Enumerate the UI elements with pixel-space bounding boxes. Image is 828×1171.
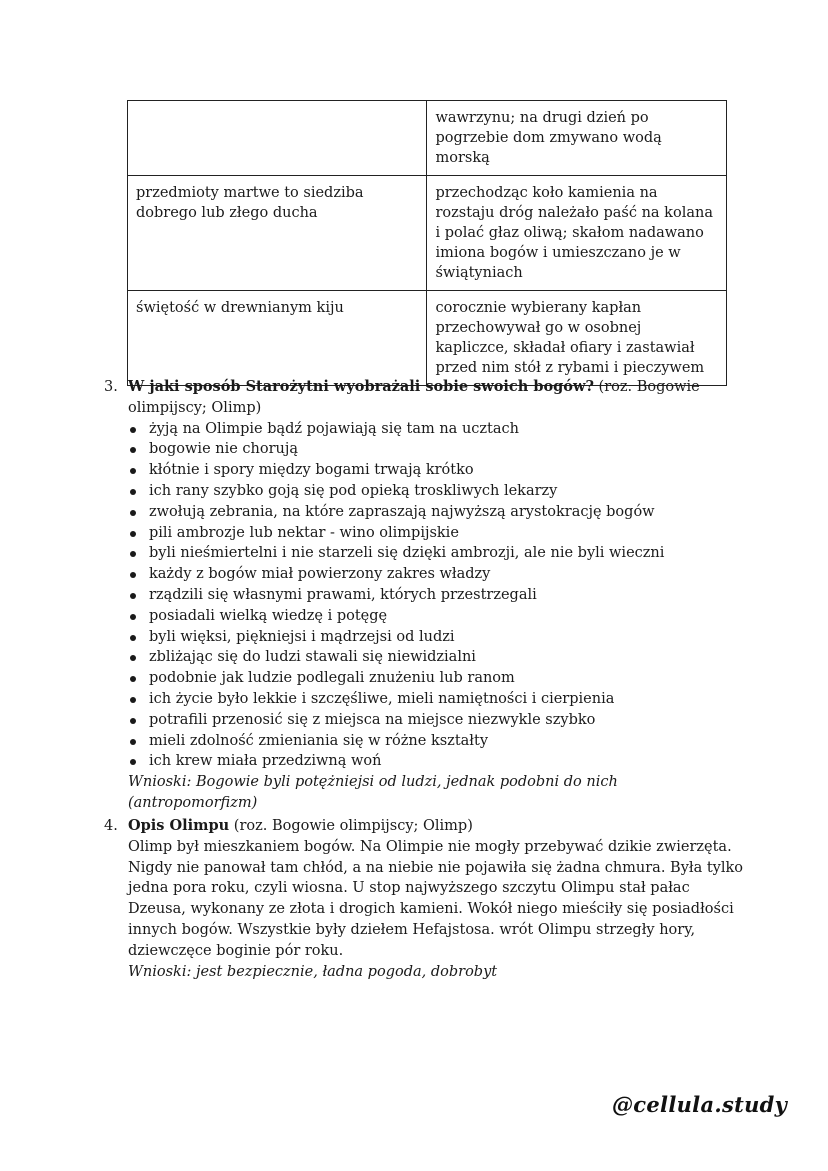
list-item [128,751,744,772]
bullet-icon [130,614,136,620]
list-item-text: posiadali wielką wiedzę i potęgę [149,607,388,624]
list-item [128,585,744,606]
list-item [128,460,744,481]
list-item-text: ich krew miała przedziwną woń [149,753,382,770]
list-item [128,564,744,585]
paragraph: Olimp był mieszkaniem bogów. Na Olimpie nie mogły przebywać dzikie zwierzęta. Nigdy nie panował tam chłód, a na niebie nie pojawiła się żadna chmura. Była tylko jedna pora roku, czyli wiosna. U stop najwyższego szczytu Olimpu stał pałac Dzeusa, wykonany ze złota i drogich kamieni. Wokół niego mieściły się posiadłości innych bogów. Wszystkie były dziełem Hefajstosa. wrót Olimpu strzegły hory, dziewczęce boginie pór roku. [128,838,744,959]
section-title [128,377,744,419]
list-item [128,710,744,731]
section-4 [104,816,744,982]
section-heading [104,816,744,837]
bullet-icon [130,697,136,703]
list-item [128,627,744,648]
bullet-icon [130,531,136,537]
bullet-icon [130,655,136,661]
bullet-icon [130,427,136,433]
section-heading [104,377,744,419]
bullet-icon [130,468,136,474]
bullet-icon [130,572,136,578]
section-title-bold: Opis Olimpu [128,817,230,834]
bullet-list [128,419,744,773]
section-content [104,419,744,814]
list-item [128,731,744,752]
list-item-text: zwołują zebrania, na które zapraszają najwyższą arystokrację bogów [149,503,655,520]
list-item [128,606,744,627]
section-number: 3. [104,379,118,395]
section-title-rest: (roz. Bogowie olimpijscy; Olimp) [128,379,700,416]
list-item-text: bogowie nie chorują [149,441,299,458]
table-cell: corocznie wybierany kapłan przechowywał go w osobnej kapliczce, składał ofiary i zastawiał przed nim stół z rybami i pieczywem [427,291,727,386]
list-item-text: mieli zdolność zmieniania się w różne kształty [149,732,489,749]
list-item [128,502,744,523]
section-3 [104,377,744,814]
section-title [128,816,744,837]
bullet-icon [130,739,136,745]
list-item-text: podobnie jak ludzie podlegali znużeniu lub ranom [149,670,515,687]
table-cell: wawrzynu; na drugi dzień po pogrzebie dom zmywano wodą morską [427,101,727,176]
table-row [128,291,727,386]
watermark-logo: @cellula.study [612,1092,788,1117]
list-item [128,523,744,544]
list-item-text: ich życie było lekkie i szczęśliwe, mieli namiętności i cierpienia [149,690,615,707]
table-cell: przedmioty martwe to siedziba dobrego lub złego ducha [128,176,427,291]
bullet-icon [130,510,136,516]
list-item [128,647,744,668]
section-title-rest: (roz. Bogowie olimpijscy; Olimp) [229,818,473,834]
table-cell [128,101,427,176]
conclusion: Wnioski: Bogowie byli potężniejsi od ludzi, jednak podobni do nich (antropomorfizm) [128,774,618,811]
section-title-bold: W jaki sposób Starożytni wyobrażali sobie swoich bogów? [128,378,594,395]
list-item-text: każdy z bogów miał powierzony zakres władzy [149,566,491,583]
bullet-icon [130,676,136,682]
bullet-icon [130,718,136,724]
bullet-icon [130,551,136,557]
comparison-table [127,100,727,386]
table-row [128,176,727,291]
list-item [128,668,744,689]
list-item-text: żyją na Olimpie bądź pojawiają się tam na ucztach [149,420,519,437]
list-item [128,419,744,440]
table-cell: świętość w drewnianym kiju [128,291,427,386]
list-item [128,481,744,502]
bullet-icon [130,593,136,599]
conclusion: Wnioski: jest bezpiecznie, ładna pogoda, dobrobyt [128,963,498,980]
list-item-text: pili ambrozje lub nektar - wino olimpijskie [149,524,459,541]
table-cell: przechodząc koło kamienia na rozstaju dróg należało paść na kolana i polać głaz oliwą; skałom nadawano imiona bogów i umieszczano je w świątyniach [427,176,727,291]
list-item-text: rządzili się własnymi prawami, których przestrzegali [149,586,537,603]
bullet-icon [130,447,136,453]
list-item-text: zbliżając się do ludzi stawali się niewidzialni [149,649,476,666]
bullet-icon [130,635,136,641]
list-item-text: ich rany szybko goją się pod opieką troskliwych lekarzy [149,482,558,499]
section-number: 4. [104,818,118,834]
section-content [104,837,744,983]
list-item [128,543,744,564]
list-item [128,439,744,460]
list-item-text: byli nieśmiertelni i nie starzeli się dzięki ambrozji, ale nie byli wieczni [149,545,665,562]
bullet-icon [130,759,136,765]
list-item [128,689,744,710]
list-item-text: kłótnie i spory między bogami trwają krótko [149,462,474,479]
bullet-icon [130,489,136,495]
list-item-text: byli więksi, piękniejsi i mądrzejsi od ludzi [149,628,455,645]
table-row [128,101,727,176]
list-item-text: potrafili przenosić się z miejsca na miejsce niezwykle szybko [149,711,596,728]
